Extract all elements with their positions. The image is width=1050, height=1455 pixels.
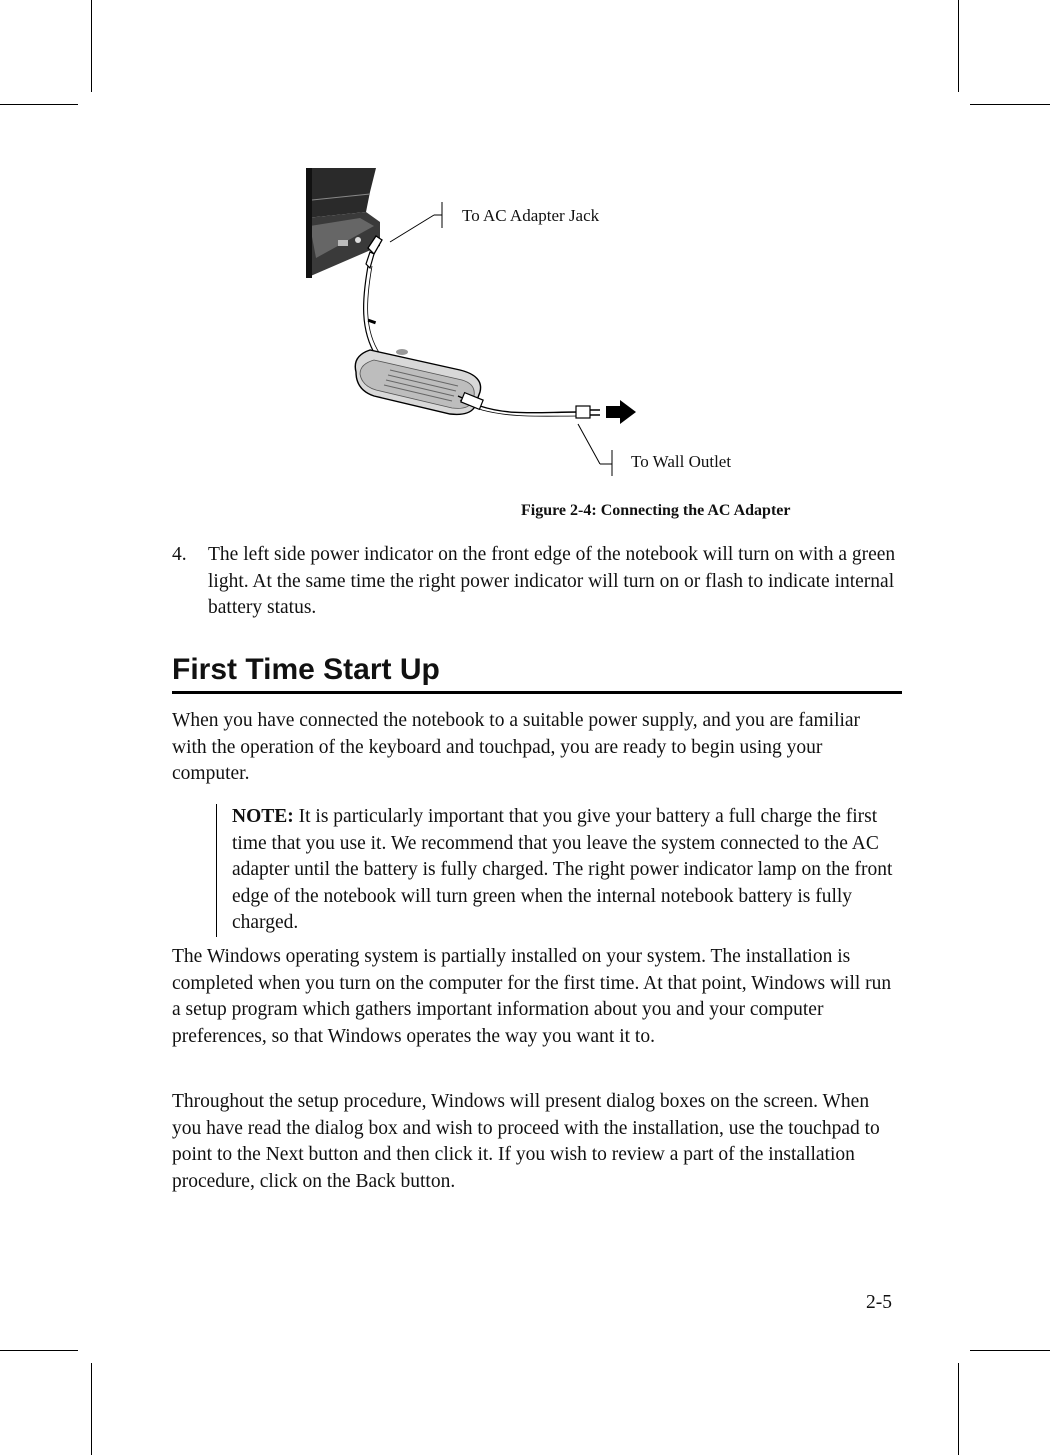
- note-label: NOTE:: [232, 806, 294, 827]
- step-text: The left side power indicator on the front edge of the notebook will turn on with a green light. At the same time the right power indicator will turn on or flash to indicate internal battery status.: [208, 544, 896, 618]
- note-text: It is particularly important that you give your battery a full charge the first time that you use it. We recommend that you leave the system connected to the AC adapter until the battery is fully charged. The right power indicator lamp on the front edge of the notebook will turn green when the internal notebook battery is fully charged.: [232, 806, 893, 933]
- callout-wall-outlet: To Wall Outlet: [631, 452, 732, 471]
- figure-caption: Figure 2-4: Connecting the AC Adapter: [521, 502, 791, 519]
- windows-paragraph: The Windows operating system is partially installed on your system. The installation is completed when you turn on the computer for the first time. At that point, Windows will run a setup program which gathers important information about you and your computer preferences, so that Windows operates the way you want it to.: [172, 946, 892, 1047]
- wall-plug-icon: [576, 406, 600, 418]
- crop-mark-bottom-left-v: [91, 1363, 92, 1455]
- arrow-right-icon: [606, 400, 636, 424]
- page-number: 2-5: [866, 1292, 892, 1313]
- setup-paragraph: Throughout the setup procedure, Windows will present dialog boxes on the screen. When you have read the dialog box and wish to proceed with the installation, use the touchpad to point to the Next button and then click it. If you wish to review a part of the installation procedure, click on the Back button.: [172, 1091, 880, 1192]
- crop-mark-top-left-h: [0, 104, 78, 105]
- ac-adapter-brick-icon: [355, 349, 480, 414]
- section-heading: First Time Start Up: [172, 650, 902, 694]
- callout-ac-adapter-jack: To AC Adapter Jack: [462, 206, 600, 225]
- crop-mark-bottom-right-v: [958, 1363, 959, 1455]
- crop-mark-top-left-v: [91, 0, 92, 92]
- intro-paragraph: When you have connected the notebook to a suitable power supply, and you are familiar with the operation of the keyboard and touchpad, you are ready to begin using your computer.: [172, 710, 861, 784]
- note-box: [216, 804, 900, 937]
- crop-mark-bottom-left-h: [0, 1350, 78, 1351]
- step-number: 4.: [172, 544, 187, 565]
- crop-mark-bottom-right-h: [970, 1350, 1050, 1351]
- crop-mark-top-right-h: [970, 104, 1050, 105]
- crop-mark-top-right-v: [958, 0, 959, 92]
